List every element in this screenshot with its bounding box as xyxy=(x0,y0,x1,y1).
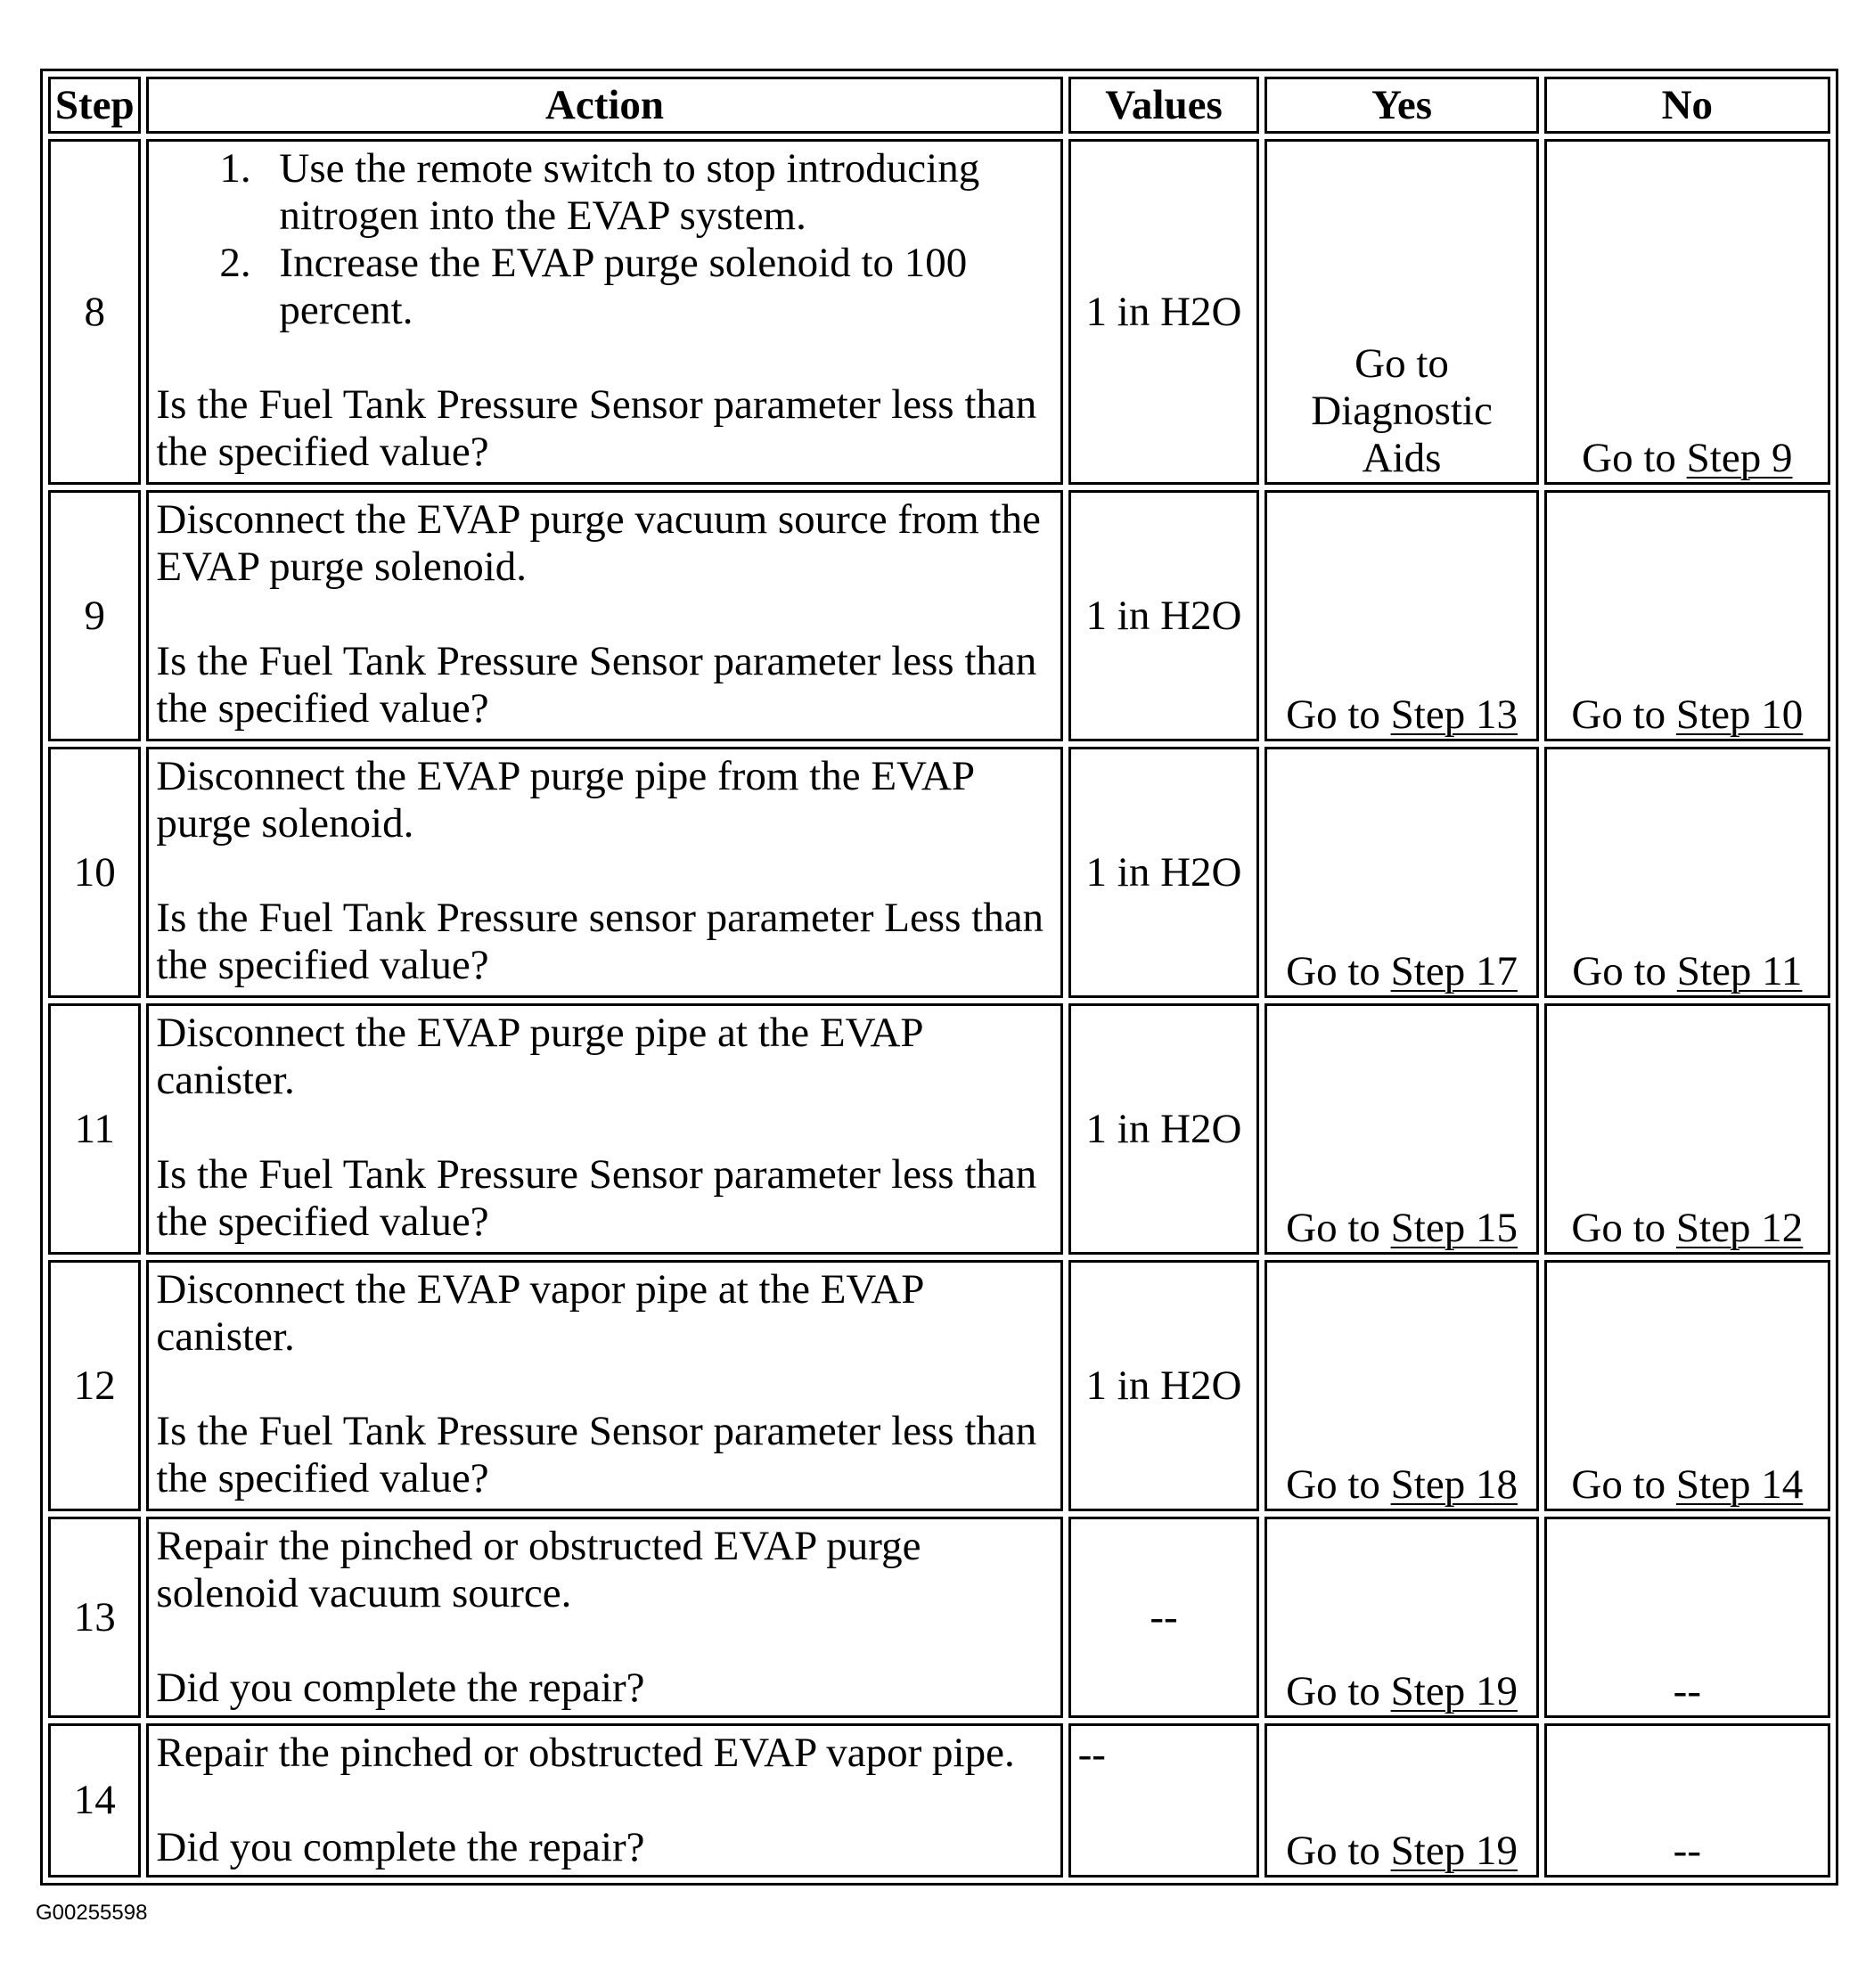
action-question: Did you complete the repair? xyxy=(156,1665,645,1711)
no-step-link[interactable]: Step 14 xyxy=(1675,1461,1804,1508)
yes-step-link[interactable]: Step 13 xyxy=(1390,691,1518,738)
yes-cell xyxy=(1264,490,1538,741)
action-cell xyxy=(146,1723,1062,1878)
action-cell xyxy=(146,1003,1062,1255)
header-no: No xyxy=(1544,77,1830,134)
yes-cell xyxy=(1264,1003,1538,1255)
action-question: Is the Fuel Tank Pressure Sensor parameter less than the specified value? xyxy=(156,1151,1037,1245)
yes-prefix: Go to xyxy=(1286,691,1391,738)
header-action: Action xyxy=(146,77,1062,134)
no-cell xyxy=(1544,1517,1830,1718)
no-step-link[interactable]: Step 9 xyxy=(1686,435,1793,481)
yes-step-link[interactable]: Step 15 xyxy=(1390,1205,1518,1251)
diagnostic-table xyxy=(40,69,1838,1886)
no-cell xyxy=(1544,1723,1830,1878)
table-row xyxy=(48,1517,1830,1718)
table-row xyxy=(48,490,1830,741)
yes-cell xyxy=(1264,747,1538,998)
no-value: -- xyxy=(1673,1668,1701,1714)
no-prefix: Go to xyxy=(1582,435,1687,481)
yes-prefix: Go to xyxy=(1286,1828,1391,1874)
step-number: 13 xyxy=(48,1517,141,1718)
value-cell: 1 in H2O xyxy=(1068,747,1260,998)
action-text: Disconnect the EVAP purge pipe from the EVAP purge solenoid. xyxy=(156,753,974,847)
action-text: Repair the pinched or obstructed EVAP vapor pipe. xyxy=(156,1730,1015,1776)
action-cell xyxy=(146,1517,1062,1718)
no-prefix: Go to xyxy=(1571,1205,1676,1251)
table-row xyxy=(48,139,1830,485)
yes-cell xyxy=(1264,139,1538,485)
no-prefix: Go to xyxy=(1571,691,1676,738)
action-question: Is the Fuel Tank Pressure Sensor parameter less than the specified value? xyxy=(156,638,1037,732)
yes-prefix: Go to xyxy=(1286,1461,1391,1508)
value-cell: -- xyxy=(1068,1517,1260,1718)
value-cell: 1 in H2O xyxy=(1068,490,1260,741)
no-cell xyxy=(1544,747,1830,998)
action-cell xyxy=(146,1260,1062,1511)
action-item: 1. Use the remote switch to stop introducing nitrogen into the EVAP system. xyxy=(261,145,1052,240)
no-prefix: Go to xyxy=(1572,948,1677,994)
no-cell xyxy=(1544,1260,1830,1511)
step-number: 10 xyxy=(48,747,141,998)
no-cell xyxy=(1544,139,1830,485)
yes-target[interactable]: Go to Diagnostic Aids xyxy=(1311,340,1493,481)
yes-cell xyxy=(1264,1260,1538,1511)
no-prefix: Go to xyxy=(1571,1461,1676,1508)
action-question: Is the Fuel Tank Pressure sensor parameter Less than the specified value? xyxy=(156,895,1044,988)
yes-step-link[interactable]: Step 19 xyxy=(1390,1828,1518,1874)
action-question: Did you complete the repair? xyxy=(156,1824,645,1870)
action-list xyxy=(156,145,1052,334)
table-row xyxy=(48,1003,1830,1255)
step-number: 11 xyxy=(48,1003,141,1255)
step-number: 9 xyxy=(48,490,141,741)
action-question: Is the Fuel Tank Pressure Sensor parameter less than the specified value? xyxy=(156,1408,1037,1501)
yes-step-link[interactable]: Step 19 xyxy=(1390,1668,1518,1714)
header-values: Values xyxy=(1068,77,1260,134)
yes-cell xyxy=(1264,1723,1538,1878)
yes-prefix: Go to xyxy=(1286,1668,1391,1714)
action-question: Is the Fuel Tank Pressure Sensor parameter less than the specified value? xyxy=(156,381,1037,475)
action-text: Disconnect the EVAP purge pipe at the EVAP canister. xyxy=(156,1010,922,1103)
step-number: 12 xyxy=(48,1260,141,1511)
yes-step-link[interactable]: Step 17 xyxy=(1390,948,1518,994)
value-cell: 1 in H2O xyxy=(1068,139,1260,485)
table-row xyxy=(48,1723,1830,1878)
no-step-link[interactable]: Step 12 xyxy=(1675,1205,1804,1251)
no-cell xyxy=(1544,490,1830,741)
no-cell xyxy=(1544,1003,1830,1255)
no-value: -- xyxy=(1673,1828,1701,1874)
yes-prefix: Go to xyxy=(1286,948,1391,994)
step-number: 8 xyxy=(48,139,141,485)
value-cell: 1 in H2O xyxy=(1068,1003,1260,1255)
no-step-link[interactable]: Step 10 xyxy=(1675,691,1804,738)
header-yes: Yes xyxy=(1264,77,1538,134)
action-cell xyxy=(146,747,1062,998)
step-number: 14 xyxy=(48,1723,141,1878)
action-text: Disconnect the EVAP vapor pipe at the EVAP canister. xyxy=(156,1266,923,1360)
action-cell xyxy=(146,490,1062,741)
table-row xyxy=(48,747,1830,998)
yes-cell xyxy=(1264,1517,1538,1718)
value-cell: 1 in H2O xyxy=(1068,1260,1260,1511)
action-text: Repair the pinched or obstructed EVAP purge solenoid vacuum source. xyxy=(156,1523,921,1616)
yes-prefix: Go to xyxy=(1286,1205,1391,1251)
no-step-link[interactable]: Step 11 xyxy=(1676,948,1803,994)
header-step: Step xyxy=(48,77,141,134)
action-item: 2. Increase the EVAP purge solenoid to 100 percent. xyxy=(261,240,1052,334)
table-row xyxy=(48,1260,1830,1511)
action-text: Disconnect the EVAP purge vacuum source from the EVAP purge solenoid. xyxy=(156,496,1041,590)
header-row xyxy=(48,77,1830,134)
value-cell: -- xyxy=(1068,1723,1260,1878)
figure-id-caption: G00255598 xyxy=(36,1901,148,1925)
yes-step-link[interactable]: Step 18 xyxy=(1390,1461,1518,1508)
action-cell xyxy=(146,139,1062,485)
